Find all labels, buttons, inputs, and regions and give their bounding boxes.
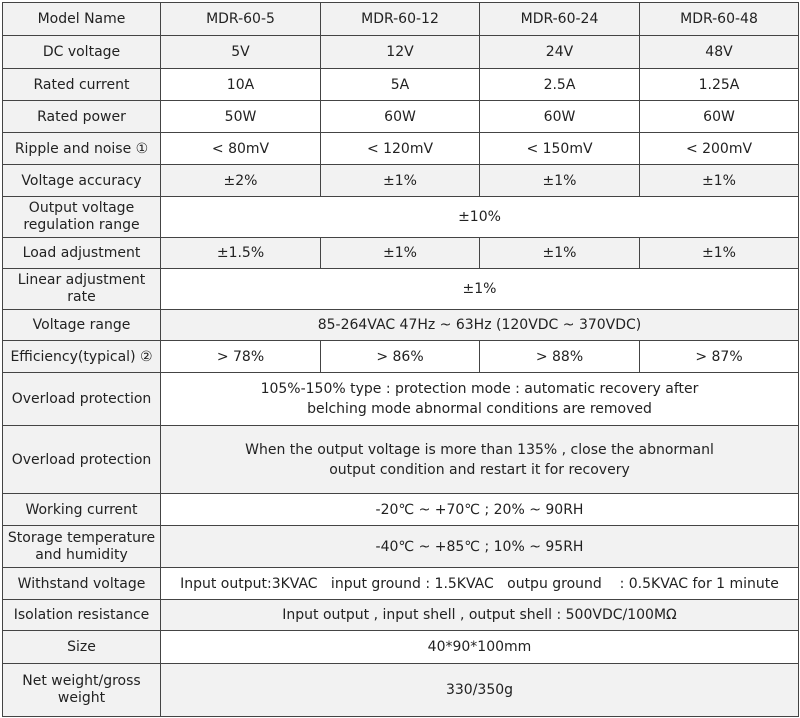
row-efficiency bbox=[3, 341, 799, 373]
row-output-regulation bbox=[3, 197, 799, 238]
cell-value: 10A bbox=[161, 69, 321, 101]
row-label: Output voltage regulation range bbox=[3, 197, 161, 238]
cell-value: 2.5A bbox=[480, 69, 640, 101]
row-label: Voltage range bbox=[3, 310, 161, 341]
row-net-weight bbox=[3, 664, 799, 717]
cell-value: ±1% bbox=[480, 165, 640, 197]
row-isolation-resistance bbox=[3, 600, 799, 631]
value-line: When the output voltage is more than 135% , close the abnormanl bbox=[245, 441, 714, 458]
cell-value: ±1% bbox=[321, 238, 480, 269]
model-name-label: Model Name bbox=[3, 3, 161, 36]
cell-value: ±1% bbox=[640, 238, 799, 269]
cell-value: 5A bbox=[321, 69, 480, 101]
value-line: 105%-150% type : protection mode : automatic recovery after bbox=[260, 381, 699, 397]
cell-value: ±1% bbox=[480, 238, 640, 269]
row-overvoltage-protection bbox=[3, 426, 799, 494]
model-header: MDR-60-48 bbox=[640, 3, 799, 36]
row-label: Net weight/gross weight bbox=[3, 664, 161, 717]
cell-value: Input output , input shell , output shell : 500VDC/100MΩ bbox=[161, 600, 799, 631]
row-overload-protection bbox=[3, 373, 799, 426]
row-label: Rated power bbox=[3, 101, 161, 133]
row-load-adjustment bbox=[3, 238, 799, 269]
value-line: belching mode abnormal conditions are removed bbox=[307, 401, 652, 417]
row-label: Size bbox=[3, 631, 161, 664]
cell-value: 40*90*100mm bbox=[161, 631, 799, 664]
row-label: Overload protection bbox=[3, 373, 161, 426]
model-header: MDR-60-5 bbox=[161, 3, 321, 36]
row-linear-adjustment bbox=[3, 269, 799, 310]
cell-value: < 200mV bbox=[640, 133, 799, 165]
row-voltage-accuracy bbox=[3, 165, 799, 197]
model-header: MDR-60-12 bbox=[321, 3, 480, 36]
row-working-current bbox=[3, 494, 799, 526]
cell-value: 330/350g bbox=[161, 664, 799, 717]
cell-value: 12V bbox=[321, 36, 480, 69]
cell-value: 60W bbox=[480, 101, 640, 133]
row-voltage-range bbox=[3, 310, 799, 341]
row-label: Load adjustment bbox=[3, 238, 161, 269]
row-ripple-noise bbox=[3, 133, 799, 165]
row-label: Working current bbox=[3, 494, 161, 526]
model-header: MDR-60-24 bbox=[480, 3, 640, 36]
row-rated-current bbox=[3, 69, 799, 101]
cell-value: > 86% bbox=[321, 341, 480, 373]
spec-table bbox=[2, 2, 799, 717]
cell-value: > 78% bbox=[161, 341, 321, 373]
row-withstand-voltage bbox=[3, 568, 799, 600]
cell-value: ±1% bbox=[161, 269, 799, 310]
cell-value: Input output:3KVAC input ground : 1.5KVAC outpu ground : 0.5KVAC for 1 minute bbox=[161, 568, 799, 600]
cell-value: 50W bbox=[161, 101, 321, 133]
cell-value bbox=[161, 426, 799, 494]
row-label: Linear adjustment rate bbox=[3, 269, 161, 310]
cell-value: > 88% bbox=[480, 341, 640, 373]
cell-value: ±2% bbox=[161, 165, 321, 197]
cell-value: ±1% bbox=[321, 165, 480, 197]
cell-value: ±1% bbox=[640, 165, 799, 197]
row-label: Overload protection bbox=[3, 426, 161, 494]
value-line: output condition and restart it for recovery bbox=[329, 461, 630, 478]
cell-value: > 87% bbox=[640, 341, 799, 373]
row-label: Voltage accuracy bbox=[3, 165, 161, 197]
cell-value: < 150mV bbox=[480, 133, 640, 165]
cell-value: ±10% bbox=[161, 197, 799, 238]
row-size bbox=[3, 631, 799, 664]
cell-value: ±1.5% bbox=[161, 238, 321, 269]
cell-value: 24V bbox=[480, 36, 640, 69]
row-storage bbox=[3, 526, 799, 568]
cell-value: 48V bbox=[640, 36, 799, 69]
row-rated-power bbox=[3, 101, 799, 133]
header-row bbox=[3, 3, 799, 36]
row-label: DC voltage bbox=[3, 36, 161, 69]
cell-value: 5V bbox=[161, 36, 321, 69]
cell-value: 1.25A bbox=[640, 69, 799, 101]
cell-value: 85-264VAC 47Hz ~ 63Hz (120VDC ~ 370VDC) bbox=[161, 310, 799, 341]
row-label: Withstand voltage bbox=[3, 568, 161, 600]
row-label: Storage temperature and humidity bbox=[3, 526, 161, 568]
cell-value: < 120mV bbox=[321, 133, 480, 165]
cell-value: < 80mV bbox=[161, 133, 321, 165]
cell-value: 60W bbox=[640, 101, 799, 133]
row-label: Isolation resistance bbox=[3, 600, 161, 631]
row-label: Rated current bbox=[3, 69, 161, 101]
cell-value bbox=[161, 373, 799, 426]
row-dc-voltage bbox=[3, 36, 799, 69]
cell-value: 60W bbox=[321, 101, 480, 133]
cell-value: -40℃ ~ +85℃ ; 10% ~ 95RH bbox=[161, 526, 799, 568]
row-label: Efficiency(typical) ② bbox=[3, 341, 161, 373]
row-label: Ripple and noise ① bbox=[3, 133, 161, 165]
cell-value: -20℃ ~ +70℃ ; 20% ~ 90RH bbox=[161, 494, 799, 526]
